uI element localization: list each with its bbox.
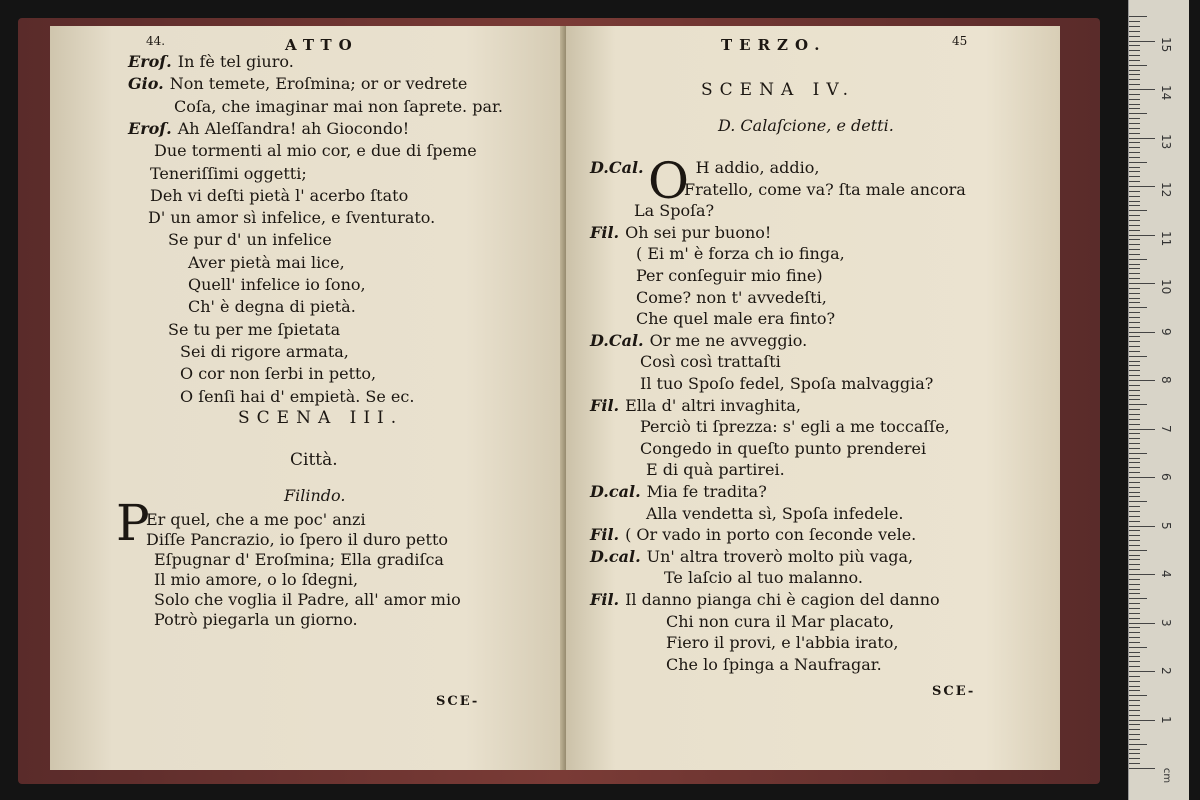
- verse-line: [590, 396, 801, 415]
- ruler-tick: [1129, 482, 1140, 483]
- ruler-tick: [1129, 215, 1140, 216]
- ruler-tick: [1129, 409, 1140, 410]
- speech-line: Er quel, che a me poc' anzi: [146, 510, 366, 529]
- ruler-tick: [1129, 487, 1140, 488]
- ruler-number: 11: [1159, 230, 1173, 246]
- speech-line: Diſſe Pancrazio, io ſpero il duro petto: [146, 530, 449, 549]
- verse-line: Aver pietà mai lice,: [188, 252, 345, 272]
- speech-line: Potrò piegarla un giorno.: [154, 610, 358, 629]
- ruler-tick: [1129, 637, 1140, 638]
- verse-line: O cor non ſerbi in petto,: [180, 364, 377, 384]
- speaker-name: Fil.: [590, 395, 620, 415]
- ruler-tick: [1129, 239, 1140, 240]
- ruler-tick: [1129, 593, 1140, 594]
- ruler-tick: [1129, 55, 1140, 56]
- ruler-tick: [1129, 79, 1140, 80]
- custody-word-left: SCE-: [436, 694, 480, 709]
- ruler-tick: [1129, 220, 1140, 221]
- ruler-tick: [1129, 734, 1140, 735]
- verse-text: Ah Aleſſandra! ah Giocondo!: [177, 118, 410, 138]
- ruler-number: 8: [1159, 376, 1173, 384]
- speaker-name: Eroſ.: [128, 118, 172, 138]
- ruler-tick: [1129, 225, 1140, 226]
- ruler-tick: [1129, 385, 1140, 386]
- ruler-tick: [1129, 278, 1140, 279]
- verse-line: Sei di rigore armata,: [180, 341, 349, 361]
- verse-text: Oh sei pur buono!: [625, 222, 772, 242]
- verse-line: ( Ei m' è forza ch io finga,: [636, 244, 845, 264]
- ruler-tick: [1129, 627, 1140, 628]
- ruler-number: 4: [1159, 570, 1173, 578]
- ruler-unit: cm: [1161, 767, 1173, 784]
- verse-line: Quell' infelice io ſono,: [188, 275, 366, 294]
- speaker-name: D.cal.: [590, 546, 641, 566]
- verse-line: Il tuo Spoſo fedel, Spoſa malvaggia?: [640, 374, 934, 393]
- ruler-tick: [1129, 705, 1140, 706]
- ruler-tick: [1129, 758, 1140, 759]
- verse-line: [590, 158, 819, 177]
- ruler-tick: [1129, 438, 1140, 439]
- measurement-ruler: [1128, 0, 1189, 800]
- ruler-tick: [1129, 458, 1140, 459]
- ruler-tick: [1129, 235, 1155, 236]
- ruler-tick: [1129, 152, 1140, 153]
- ruler-tick: [1129, 608, 1140, 609]
- verse-text: Or me ne avveggio.: [649, 330, 808, 350]
- verse-line: E di quà partirei.: [646, 460, 785, 480]
- ruler-tick: [1129, 545, 1140, 546]
- ruler-number: 1: [1159, 715, 1173, 724]
- speaker-name: Eroſ.: [128, 52, 172, 71]
- verse-line: [590, 525, 916, 544]
- verse-line: Te laſcio al tuo malanno.: [664, 568, 863, 588]
- ruler-tick: [1129, 201, 1140, 202]
- ruler-tick: [1129, 128, 1140, 129]
- verse-text: In fè tel giuro.: [177, 52, 294, 71]
- verse-line: Teneriſſimi oggetti;: [150, 163, 307, 183]
- verse-line: [590, 590, 940, 609]
- ruler-tick: [1129, 370, 1140, 371]
- verse-line: D' un amor sì infelice, e ſventurato.: [148, 208, 436, 228]
- ruler-tick: [1129, 395, 1140, 396]
- ruler-tick: [1129, 656, 1140, 657]
- scene-character: Filindo.: [284, 486, 346, 505]
- verse-line: Per conſeguir mio fine): [636, 266, 823, 285]
- ruler-number: 15: [1159, 36, 1173, 52]
- verse-line: [590, 223, 771, 242]
- ruler-tick: [1129, 60, 1140, 61]
- ruler-tick: [1129, 448, 1140, 449]
- ruler-tick: [1129, 700, 1140, 701]
- ruler-tick: [1129, 288, 1140, 289]
- ruler-tick: [1129, 603, 1140, 604]
- ruler-tick: [1129, 89, 1155, 90]
- ruler-tick: [1129, 327, 1140, 328]
- page-number-left: 44.: [146, 34, 166, 48]
- ruler-tick: [1129, 196, 1140, 197]
- right-page: [566, 26, 1060, 770]
- ruler-tick: [1129, 273, 1140, 274]
- ruler-tick: [1129, 492, 1140, 493]
- ruler-tick: [1129, 336, 1140, 337]
- ruler-tick: [1129, 138, 1155, 139]
- verse-line: Congedo in queſto punto prenderei: [640, 438, 927, 458]
- ruler-tick: [1129, 715, 1140, 716]
- verse-text: Mia fe tradita?: [646, 482, 767, 501]
- ruler-tick: [1129, 744, 1147, 745]
- ruler-tick: [1129, 186, 1155, 187]
- scene-title-4: SCENA IV.: [701, 80, 856, 100]
- ruler-tick: [1129, 365, 1140, 366]
- ruler-tick: [1129, 264, 1140, 265]
- verse-line: Ch' è degna di pietà.: [188, 297, 356, 317]
- verse-text: Non temete, Eroſmina; or or vedrete: [169, 74, 468, 94]
- ruler-tick: [1129, 424, 1140, 425]
- ruler-tick: [1129, 70, 1140, 71]
- verse-line: Come? non t' avvedeſti,: [636, 287, 827, 307]
- verse-line: Se tu per me ſpietata: [168, 319, 341, 339]
- ruler-tick: [1129, 317, 1140, 318]
- ruler-tick: [1129, 559, 1140, 560]
- verse-line: Se pur d' un infelice: [168, 230, 332, 250]
- running-head-left: ATTO: [285, 36, 359, 54]
- ruler-tick: [1129, 74, 1140, 75]
- ruler-number: 7: [1159, 424, 1173, 433]
- ruler-tick: [1129, 584, 1140, 585]
- speaker-name: D.Cal.: [590, 158, 644, 177]
- ruler-tick: [1129, 535, 1140, 536]
- ruler-tick: [1129, 618, 1140, 619]
- ruler-tick: [1129, 433, 1140, 434]
- ruler-tick: [1129, 341, 1140, 342]
- ruler-number: 3: [1159, 618, 1173, 627]
- ruler-tick: [1129, 768, 1155, 769]
- verse-line: Alla vendetta sì, Spoſa infedele.: [646, 503, 904, 523]
- verse-line: Così così trattaſti: [640, 352, 781, 372]
- ruler-tick: [1129, 574, 1155, 575]
- ruler-tick: [1129, 530, 1140, 531]
- ruler-tick: [1129, 462, 1140, 463]
- ruler-tick: [1129, 118, 1140, 119]
- speaker-name: D.Cal.: [590, 330, 644, 350]
- ruler-tick: [1129, 21, 1140, 22]
- verse-line: [590, 331, 807, 350]
- scene-characters: D. Calaſcione, e detti.: [718, 116, 894, 135]
- ruler-tick: [1129, 443, 1140, 444]
- ruler-tick: [1129, 526, 1155, 527]
- ruler-tick: [1129, 506, 1140, 507]
- ruler-tick: [1129, 676, 1140, 677]
- ruler-tick: [1129, 671, 1155, 672]
- ruler-tick: [1129, 298, 1140, 299]
- ruler-tick: [1129, 632, 1140, 633]
- ruler-tick: [1129, 142, 1140, 143]
- ruler-tick: [1129, 686, 1140, 687]
- ruler-tick: [1129, 647, 1147, 648]
- left-page: [50, 26, 570, 770]
- scene-title-3: SCENA III.: [238, 408, 404, 428]
- ruler-tick: [1129, 589, 1140, 590]
- ruler-tick: [1129, 729, 1140, 730]
- ruler-tick: [1129, 259, 1147, 260]
- ruler-tick: [1129, 162, 1147, 163]
- ruler-tick: [1129, 390, 1140, 391]
- ruler-tick: [1129, 753, 1140, 754]
- scene-setting: Città.: [290, 450, 338, 470]
- verse-line: Fratello, come va? ſta male ancora: [684, 179, 966, 199]
- ruler-tick: [1129, 399, 1140, 400]
- ruler-tick: [1129, 244, 1140, 245]
- ruler-tick: [1129, 249, 1140, 250]
- speech-line: Solo che voglia il Padre, all' amor mio: [154, 590, 461, 609]
- ruler-tick: [1129, 623, 1155, 624]
- verse-line: Che lo ſpinga a Naufragar.: [666, 654, 882, 674]
- custody-word-right: SCE-: [932, 684, 976, 699]
- ruler-tick: [1129, 104, 1140, 105]
- ruler-number: 13: [1159, 133, 1173, 149]
- verse-line: Chi non cura il Mar placato,: [666, 611, 895, 631]
- ruler-tick: [1129, 429, 1155, 430]
- ruler-tick: [1129, 496, 1140, 497]
- ruler-tick: [1129, 361, 1140, 362]
- ruler-tick: [1129, 579, 1140, 580]
- ruler-tick: [1129, 45, 1140, 46]
- ruler-tick: [1129, 467, 1140, 468]
- ruler-tick: [1129, 550, 1147, 551]
- ruler-number: 10: [1159, 279, 1173, 295]
- ruler-tick: [1129, 181, 1140, 182]
- ruler-tick: [1129, 293, 1140, 294]
- ruler-tick: [1129, 99, 1140, 100]
- ruler-tick: [1129, 351, 1140, 352]
- ruler-tick: [1129, 681, 1140, 682]
- ruler-tick: [1129, 108, 1140, 109]
- speaker-name: Gio.: [128, 74, 164, 94]
- ruler-tick: [1129, 477, 1155, 478]
- ruler-tick: [1129, 419, 1140, 420]
- ruler-tick: [1129, 26, 1140, 27]
- ruler-tick: [1129, 254, 1140, 255]
- ruler-tick: [1129, 380, 1155, 381]
- verse-line: Perciò ti ſprezza: s' egli a me toccaſſe,: [640, 417, 950, 437]
- ruler-tick: [1129, 176, 1140, 177]
- ruler-tick: [1129, 302, 1140, 303]
- ruler-number: 14: [1159, 85, 1173, 101]
- ruler-tick: [1129, 516, 1140, 517]
- ruler-tick: [1129, 94, 1140, 95]
- ruler-tick: [1129, 749, 1140, 750]
- ruler-number: 5: [1159, 521, 1173, 530]
- page-number-right: 45: [952, 34, 968, 48]
- ruler-tick: [1129, 569, 1140, 570]
- verse-line: Fiero il provi, e l'abbia irato,: [666, 633, 899, 653]
- ruler-tick: [1129, 346, 1140, 347]
- ruler-tick: [1129, 16, 1147, 17]
- ruler-tick: [1129, 652, 1140, 653]
- verse-line: La Spoſa?: [634, 201, 715, 221]
- verse-line: [590, 482, 767, 501]
- verse-text: Il danno pianga chi è cagion del danno: [625, 590, 940, 609]
- ruler-tick: [1129, 230, 1140, 231]
- ruler-number: 12: [1159, 182, 1173, 198]
- ruler-tick: [1129, 540, 1140, 541]
- ruler-tick: [1129, 763, 1140, 764]
- ruler-tick: [1129, 414, 1140, 415]
- ruler-tick: [1129, 521, 1140, 522]
- ruler-tick: [1129, 666, 1140, 667]
- ruler-tick: [1129, 307, 1147, 308]
- ruler-tick: [1129, 375, 1140, 376]
- ruler-tick: [1129, 695, 1147, 696]
- ruler-tick: [1129, 564, 1140, 565]
- verse-text: Un' altra troverò molto più vaga,: [646, 546, 914, 566]
- running-head-right: TERZO.: [721, 36, 827, 54]
- drop-cap-left: P: [116, 494, 150, 552]
- ruler-tick: [1129, 133, 1140, 134]
- speech-line: Eſpugnar d' Eroſmina; Ella gradiſca: [154, 550, 444, 569]
- ruler-tick: [1129, 65, 1147, 66]
- ruler-tick: [1129, 661, 1140, 662]
- verse-text: Ella d' altri invaghita,: [625, 395, 802, 415]
- verse-line: [128, 52, 294, 71]
- ruler-tick: [1129, 690, 1140, 691]
- ruler-tick: [1129, 147, 1140, 148]
- speaker-name: D.cal.: [590, 482, 641, 501]
- ruler-tick: [1129, 724, 1140, 725]
- ruler-tick: [1129, 36, 1140, 37]
- ruler-tick: [1129, 268, 1140, 269]
- ruler-tick: [1129, 31, 1140, 32]
- ruler-tick: [1129, 555, 1140, 556]
- verse-text: ( Or vado in porto con ſeconde vele.: [625, 525, 917, 545]
- verse-line: Due tormenti al mio cor, e due di ſpeme: [154, 141, 477, 161]
- ruler-tick: [1129, 322, 1140, 323]
- speaker-name: Fil.: [590, 590, 620, 609]
- ruler-tick: [1129, 167, 1140, 168]
- verse-text: H addio, addio,: [695, 158, 820, 177]
- ruler-tick: [1129, 332, 1155, 333]
- ruler-tick: [1129, 205, 1140, 206]
- ruler-tick: [1129, 171, 1140, 172]
- verse-line: Che quel male era finto?: [636, 309, 836, 329]
- ruler-tick: [1129, 84, 1140, 85]
- verse-line: [128, 74, 467, 93]
- ruler-tick: [1129, 501, 1147, 502]
- ruler-tick: [1129, 642, 1140, 643]
- ruler-tick: [1129, 157, 1140, 158]
- drop-cap-right: O: [648, 152, 689, 210]
- ruler-tick: [1129, 598, 1147, 599]
- verse-line: [590, 547, 913, 566]
- ruler-number: 6: [1159, 473, 1173, 481]
- ruler-number: 9: [1159, 327, 1173, 336]
- verse-line: Deh vi deſti pietà l' acerbo ſtato: [150, 185, 409, 205]
- ruler-tick: [1129, 720, 1155, 721]
- ruler-tick: [1129, 210, 1147, 211]
- speech-line: Il mio amore, o lo ſdegni,: [154, 570, 359, 589]
- ruler-tick: [1129, 41, 1155, 42]
- ruler-number: 2: [1159, 667, 1173, 675]
- speaker-name: Fil.: [590, 525, 620, 545]
- ruler-tick: [1129, 50, 1140, 51]
- ruler-tick: [1129, 472, 1140, 473]
- ruler-tick: [1129, 113, 1147, 114]
- ruler-tick: [1129, 739, 1140, 740]
- verse-line: O ſenſi hai d' empietà. Se ec.: [180, 386, 415, 406]
- ruler-tick: [1129, 613, 1140, 614]
- ruler-tick: [1129, 453, 1147, 454]
- ruler-tick: [1129, 312, 1140, 313]
- ruler-tick: [1129, 710, 1140, 711]
- ruler-tick: [1129, 511, 1140, 512]
- verse-line: [128, 119, 409, 138]
- verse-line: Coſa, che imaginar mai non ſaprete. par.: [174, 96, 503, 116]
- ruler-tick: [1129, 356, 1147, 357]
- ruler-tick: [1129, 191, 1140, 192]
- ruler-tick: [1129, 283, 1155, 284]
- speaker-name: Fil.: [590, 222, 620, 242]
- ruler-tick: [1129, 123, 1140, 124]
- ruler-tick: [1129, 404, 1147, 405]
